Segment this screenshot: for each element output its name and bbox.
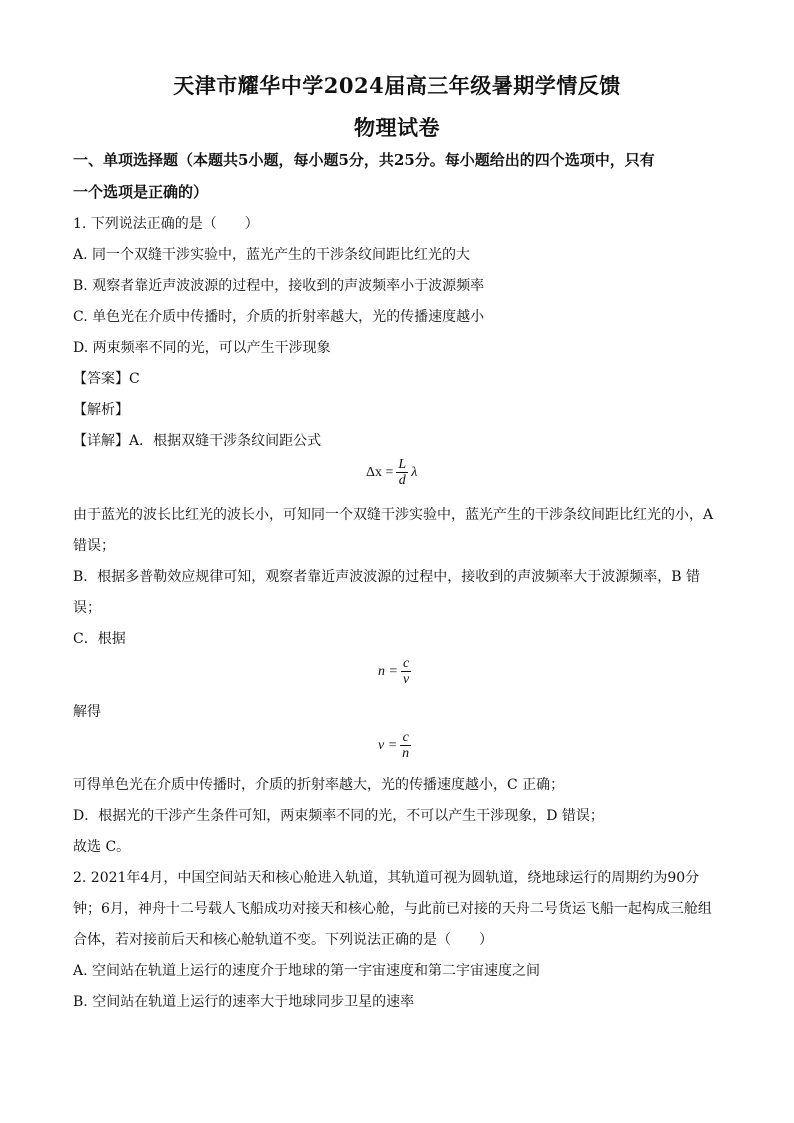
formula3-lhs: v = xyxy=(378,737,398,753)
q1-stem: 1. 下列说法正确的是（ ） xyxy=(73,216,259,232)
formula1-lhs: Δx = xyxy=(366,464,394,480)
formula1-numerator: L xyxy=(398,457,407,472)
q2-stem-line1: 2. 2021年4月，中国空间站天和核心舱进入轨道，其轨道可视为圆轨道，绕地球运行的周期约为90分 xyxy=(73,870,700,886)
q1-analysis-label: 【解析】 xyxy=(73,402,129,418)
formula2-lhs: n = xyxy=(378,663,398,679)
q1-c-intro: C．根据 xyxy=(73,631,126,647)
formula-refractive-index xyxy=(378,656,414,687)
q1-d-text: D．根据光的干涉产生条件可知，两束频率不同的光，不可以产生干涉现象，D 错误； xyxy=(73,808,604,824)
q1-b-text-line1: B．根据多普勒效应规律可知，观察者靠近声波波源的过程中，接收到的声波频率大于波源频率，B 错 xyxy=(73,569,701,585)
q2-stem-line3: 合体，若对接前后天和核心舱轨道不变。下列说法正确的是（ ） xyxy=(73,932,493,948)
q1-option-c: C. 单色光在介质中传播时，介质的折射率越大，光的传播速度越小 xyxy=(73,309,485,325)
formula2-fraction xyxy=(401,656,411,687)
formula-light-speed xyxy=(378,730,414,761)
q2-stem-line2: 钟；6月，神舟十二号载人飞船成功对接天和核心舱，与此前已对接的天舟二号货运飞船一起构成三舱组 xyxy=(73,901,712,917)
formula3-fraction xyxy=(400,730,411,761)
formula2-numerator: c xyxy=(402,656,410,671)
q2-option-a: A. 空间站在轨道上运行的速度介于地球的第一宇宙速度和第二宇宙速度之间 xyxy=(73,963,541,979)
formula1-denominator: d xyxy=(398,473,406,488)
q1-option-b: B. 观察者靠近声波波源的过程中，接收到的声波频率小于波源频率 xyxy=(73,278,485,294)
q1-a-text-line2: 错误； xyxy=(73,538,115,554)
document-title: 天津市耀华中学2024届高三年级暑期学情反馈 xyxy=(173,73,621,98)
formula2-denominator: v xyxy=(402,672,410,687)
q1-detail-intro: 【详解】A．根据双缝干涉条纹间距公式 xyxy=(73,433,322,449)
q1-conclusion: 故选 C。 xyxy=(73,839,131,855)
q1-option-a: A. 同一个双缝干涉实验中，蓝光产生的干涉条纹间距比红光的大 xyxy=(73,247,471,263)
q1-a-text-line1: 由于蓝光的波长比红光的波长小，可知同一个双缝干涉实验中，蓝光产生的干涉条纹间距比红光的小，A xyxy=(73,507,714,523)
formula3-numerator: c xyxy=(402,730,409,745)
q1-b-text-line2: 误； xyxy=(73,600,101,616)
section-heading-line1: 一、单项选择题（本题共5小题，每小题5分，共25分。每小题给出的四个选项中，只有 xyxy=(73,151,655,169)
formula3-denominator: n xyxy=(402,746,410,761)
formula1-fraction xyxy=(396,457,408,488)
q1-option-d: D. 两束频率不同的光，可以产生干涉现象 xyxy=(73,340,331,356)
q2-option-b: B. 空间站在轨道上运行的速率大于地球同步卫星的速率 xyxy=(73,994,415,1010)
q1-c-text: 可得单色光在介质中传播时，介质的折射率越大，光的传播速度越小，C 正确； xyxy=(73,777,565,793)
q1-answer: 【答案】C xyxy=(73,371,140,387)
formula-fringe-spacing xyxy=(366,457,417,488)
document-subtitle: 物理试卷 xyxy=(354,115,440,140)
section-heading-line2: 一个选项是正确的） xyxy=(73,183,209,201)
q1-solve-label: 解得 xyxy=(73,704,101,720)
formula1-tail: λ xyxy=(411,464,418,480)
